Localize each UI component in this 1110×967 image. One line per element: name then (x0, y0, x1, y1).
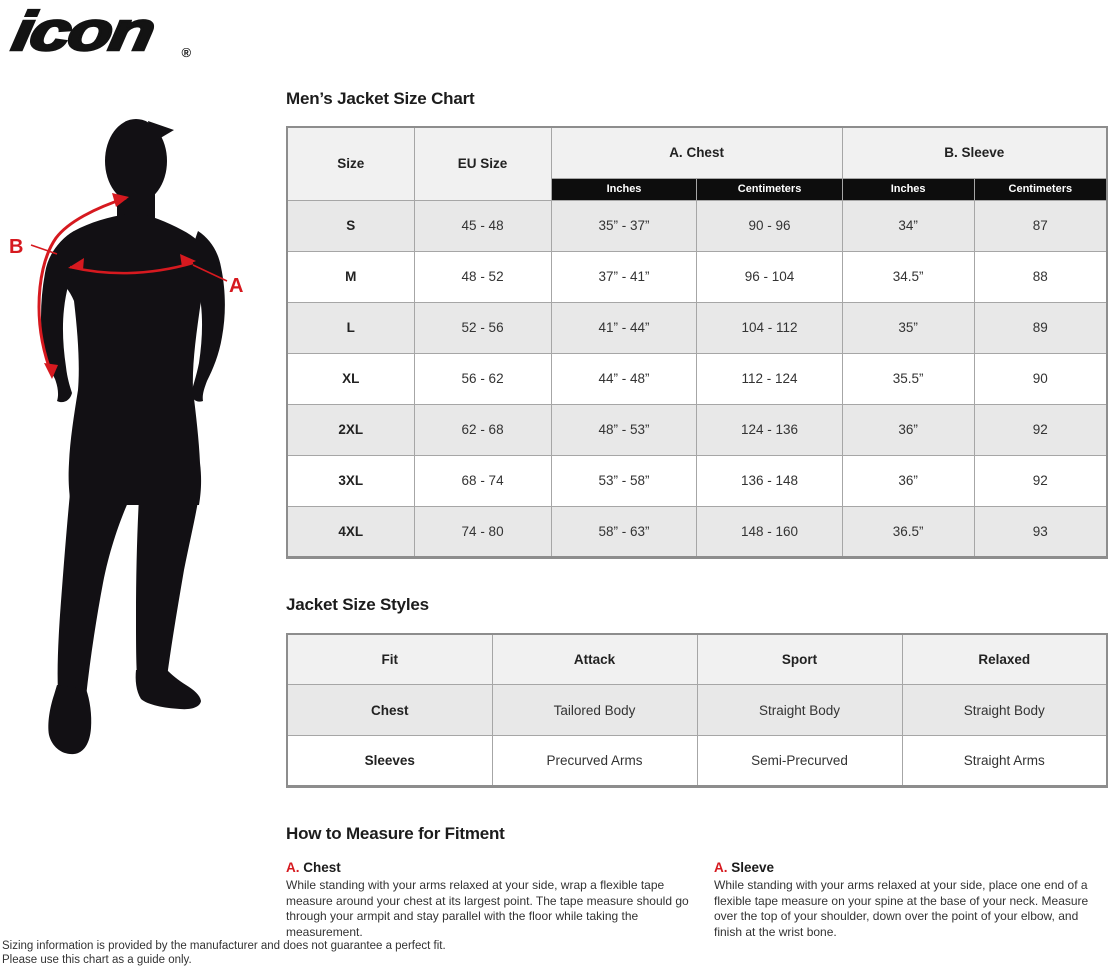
table-row (287, 251, 1107, 302)
subheader-sleeve-centimeters: Centimeters (974, 178, 1107, 200)
chest-label-a: A (229, 275, 244, 297)
measure-chest-letter: A. (286, 860, 300, 875)
col-header-chest: A. Chest (551, 127, 842, 178)
styles-cell: Precurved Arms (492, 736, 697, 787)
cell-sleeve-in: 36.5” (842, 506, 974, 557)
cell-chest-in: 53” - 58” (551, 455, 697, 506)
mens-jacket-size-table (286, 126, 1108, 559)
cell-chest-cm: 90 - 96 (697, 200, 842, 251)
cell-sleeve-in: 35” (842, 302, 974, 353)
right-foot (136, 670, 201, 709)
cell-eu: 56 - 62 (414, 353, 551, 404)
styles-header-relaxed: Relaxed (902, 634, 1107, 685)
cell-sleeve-in: 34.5” (842, 251, 974, 302)
jacket-size-styles-table (286, 633, 1108, 789)
measure-chest-instructions: While standing with your arms relaxed at your side, wrap a flexible tape measure around your chest at its largest point. The tape measure should go through your armpit and stay parallel with the floor while taking the measurement. (286, 878, 689, 939)
cell-sleeve-in: 36” (842, 455, 974, 506)
male-body-silhouette (41, 119, 225, 754)
col-header-size: Size (287, 127, 414, 200)
cell-sleeve-cm: 92 (974, 455, 1107, 506)
cell-chest-cm: 104 - 112 (697, 302, 842, 353)
subheader-chest-inches: Inches (551, 178, 697, 200)
table-row (287, 353, 1107, 404)
cell-sleeve-in: 36” (842, 404, 974, 455)
disclaimer-line-2: Please use this chart as a guide only. (2, 954, 192, 966)
styles-cell: Tailored Body (492, 685, 697, 736)
cell-sleeve-in: 34” (842, 200, 974, 251)
cell-eu: 45 - 48 (414, 200, 551, 251)
measure-chest-name: Chest (303, 860, 341, 875)
table-row (287, 736, 1107, 787)
size-chart-title: Men’s Jacket Size Chart (286, 89, 475, 108)
cell-sleeve-cm: 90 (974, 353, 1107, 404)
measure-section-chest (286, 860, 698, 940)
measure-section-sleeve (714, 860, 1108, 940)
col-header-eu-size: EU Size (414, 127, 551, 200)
disclaimer-line-1: Sizing information is provided by the manufacturer and does not guarantee a perfect fit. (2, 940, 446, 952)
subheader-chest-centimeters: Centimeters (697, 178, 842, 200)
styles-row-label: Chest (287, 685, 492, 736)
styles-header-attack: Attack (492, 634, 697, 685)
cell-chest-cm: 136 - 148 (697, 455, 842, 506)
cell-sleeve-in: 35.5” (842, 353, 974, 404)
cell-chest-in: 44” - 48” (551, 353, 697, 404)
label-b-connector (31, 245, 57, 254)
cell-sleeve-cm: 92 (974, 404, 1107, 455)
how-to-measure-sections (286, 860, 1108, 940)
cell-chest-in: 48” - 53” (551, 404, 697, 455)
measure-chest-heading (286, 860, 698, 875)
measure-sleeve-letter: A. (714, 860, 728, 875)
cell-size: XL (287, 353, 414, 404)
main-content (286, 0, 1108, 940)
cell-eu: 74 - 80 (414, 506, 551, 557)
cell-chest-cm: 148 - 160 (697, 506, 842, 557)
icon-logo-wordmark: icon (8, 0, 158, 62)
styles-cell: Straight Body (697, 685, 902, 736)
table-row (287, 685, 1107, 736)
cell-eu: 62 - 68 (414, 404, 551, 455)
cell-size: S (287, 200, 414, 251)
cell-size: 3XL (287, 455, 414, 506)
cell-chest-in: 35” - 37” (551, 200, 697, 251)
cell-size: 4XL (287, 506, 414, 557)
styles-cell: Straight Body (902, 685, 1107, 736)
sizing-disclaimer (2, 939, 446, 967)
measure-sleeve-name: Sleeve (731, 860, 775, 875)
cell-eu: 68 - 74 (414, 455, 551, 506)
table-row (287, 200, 1107, 251)
icon-brand-logo (8, 0, 192, 66)
table-row (287, 404, 1107, 455)
how-to-measure-title: How to Measure for Fitment (286, 824, 505, 843)
styles-row-label: Sleeves (287, 736, 492, 787)
styles-cell: Semi-Precurved (697, 736, 902, 787)
styles-header-fit: Fit (287, 634, 492, 685)
styles-table-title: Jacket Size Styles (286, 594, 429, 614)
cell-size: M (287, 251, 414, 302)
cell-eu: 48 - 52 (414, 251, 551, 302)
cell-chest-in: 41” - 44” (551, 302, 697, 353)
cell-size: 2XL (287, 404, 414, 455)
subheader-sleeve-inches: Inches (842, 178, 974, 200)
col-header-sleeve: B. Sleeve (842, 127, 1107, 178)
left-leg (58, 493, 131, 697)
cell-chest-cm: 96 - 104 (697, 251, 842, 302)
cell-chest-cm: 124 - 136 (697, 404, 842, 455)
cell-sleeve-cm: 89 (974, 302, 1107, 353)
cell-size: L (287, 302, 414, 353)
cell-chest-in: 37” - 41” (551, 251, 697, 302)
table-row (287, 506, 1107, 557)
right-leg (136, 495, 199, 677)
table-row (287, 455, 1107, 506)
styles-header-sport: Sport (697, 634, 902, 685)
cell-eu: 52 - 56 (414, 302, 551, 353)
sleeve-label-b: B (9, 236, 24, 258)
table-row (287, 302, 1107, 353)
cell-sleeve-cm: 88 (974, 251, 1107, 302)
registered-trademark-symbol: ® (181, 45, 192, 60)
left-foot (48, 685, 91, 754)
cell-sleeve-cm: 93 (974, 506, 1107, 557)
cell-chest-cm: 112 - 124 (697, 353, 842, 404)
cell-chest-in: 58” - 63” (551, 506, 697, 557)
measure-sleeve-instructions: While standing with your arms relaxed at your side, place one end of a flexible tape measure on your spine at the base of your neck. Measure over the top of your shoulder, down over the point of your elbow, and finish at the wrist bone. (714, 878, 1089, 939)
styles-cell: Straight Arms (902, 736, 1107, 787)
body-measurement-diagram (0, 95, 285, 785)
cell-sleeve-cm: 87 (974, 200, 1107, 251)
measure-sleeve-heading (714, 860, 1108, 875)
